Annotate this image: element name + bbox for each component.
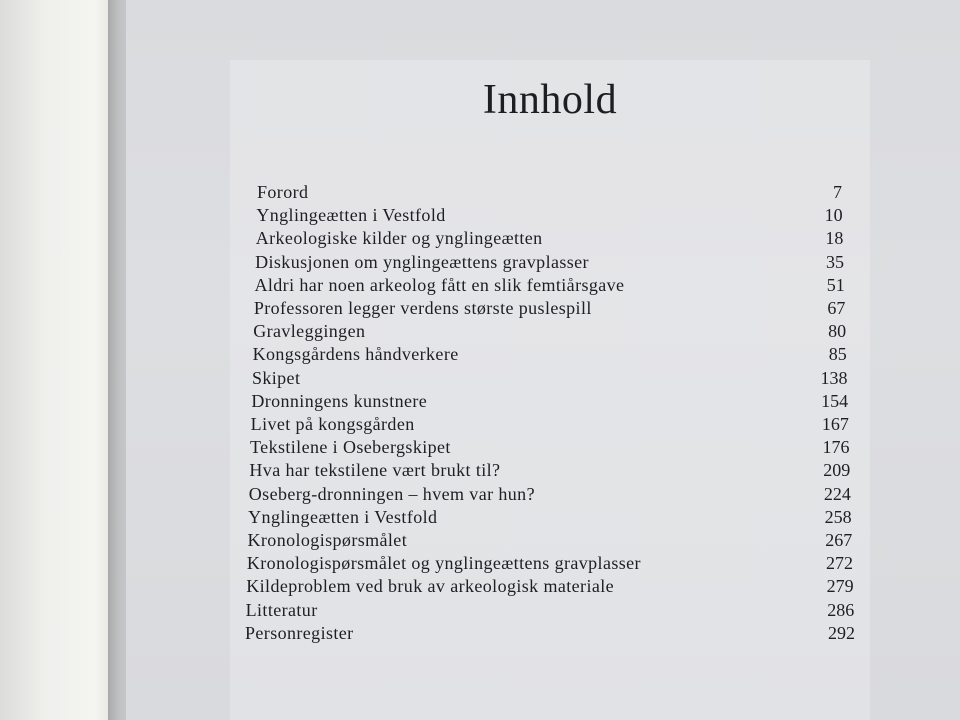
toc-entry	[253, 320, 846, 342]
toc-entry-page-number: 67	[827, 298, 846, 318]
toc-entry-title: Oseberg-dronningen – hvem var hun?	[248, 483, 535, 504]
toc-entry-title: Kongsgårdens håndverkere	[252, 344, 459, 365]
toc-entry-title: Personregister	[245, 622, 354, 643]
toc-entry	[247, 552, 853, 574]
toc-entry-page-number: 51	[826, 274, 845, 295]
toc-entry-page-number: 286	[827, 599, 855, 620]
toc-entry-page-number: 35	[826, 251, 845, 272]
toc-entry-page-number: 85	[828, 344, 847, 365]
toc-entry-page-number: 10	[824, 205, 843, 226]
toc-entry	[252, 367, 848, 389]
toc-entry	[250, 436, 849, 458]
toc-entry	[254, 274, 844, 296]
toc-entry-title: Skipet	[251, 367, 301, 388]
toc-entry-title: Kildeproblem ved bruk av arkeologisk materiale	[246, 576, 615, 597]
toc-entry-page-number: 167	[821, 414, 849, 434]
toc-entry	[248, 506, 851, 528]
page-title: Innhold	[482, 77, 618, 123]
toc-entry	[248, 529, 853, 551]
toc-entry-page-number: 292	[828, 622, 855, 643]
toc-entry	[246, 575, 853, 597]
toc-entry-page-number: 224	[823, 483, 851, 504]
toc-entry	[256, 204, 842, 226]
toc-entry-page-number: 7	[833, 182, 842, 202]
toc-entry-title: Dronningens kunstnere	[251, 390, 428, 411]
toc-entry	[255, 251, 844, 273]
toc-entry	[249, 483, 851, 505]
toc-entry-page-number: 176	[822, 437, 850, 458]
toc-entry-title: Professoren legger verdens største puslespill	[253, 298, 592, 318]
toc-entry-title: Kronologispørsmålet og ynglingeættens gravplasser	[246, 553, 641, 574]
toc-entry-title: Litteratur	[245, 599, 318, 620]
toc-entry-page-number: 209	[823, 460, 851, 481]
toc-entry-page-number: 154	[821, 390, 849, 411]
toc-entry-title: Tekstilene i Osebergskipet	[250, 437, 451, 458]
toc-entry-page-number: 138	[820, 367, 848, 388]
toc-entry-title: Livet på kongsgården	[250, 414, 415, 434]
toc-entry-title: Diskusjonen om ynglingeættens gravplasser	[255, 251, 589, 272]
toc-entry	[245, 622, 855, 644]
toc-entry	[253, 343, 847, 365]
toc-entry	[251, 390, 848, 412]
toc-entry	[257, 181, 842, 203]
toc-entry-title: Gravleggingen	[253, 321, 366, 342]
toc-entry-page-number: 267	[825, 530, 853, 550]
toc-entry-title: Kronologispørsmålet	[247, 530, 408, 550]
toc-entry-page-number: 80	[828, 321, 847, 342]
toc-entry-title: Arkeologiske kilder og ynglingeætten	[255, 228, 543, 249]
toc-entry-title: Forord	[257, 182, 309, 202]
toc-entry-title: Ynglingeætten i Vestfold	[248, 506, 438, 527]
toc-entry	[256, 227, 844, 249]
toc-entry-title: Hva har tekstilene vært brukt til?	[249, 460, 501, 481]
toc-entry-title: Ynglingeætten i Vestfold	[256, 205, 446, 226]
toc-entry-title: Aldri har noen arkeolog fått en slik femtiårsgave	[254, 274, 625, 295]
toc-entry-page-number: 258	[824, 506, 852, 527]
toc-entry	[249, 459, 850, 481]
toc-entry-page-number: 279	[826, 576, 854, 597]
toc-entry-page-number: 272	[825, 553, 853, 574]
toc-entry-page-number: 18	[825, 228, 844, 249]
toc-entry	[246, 599, 855, 621]
toc-entry	[251, 413, 849, 435]
toc-entry	[254, 297, 846, 319]
